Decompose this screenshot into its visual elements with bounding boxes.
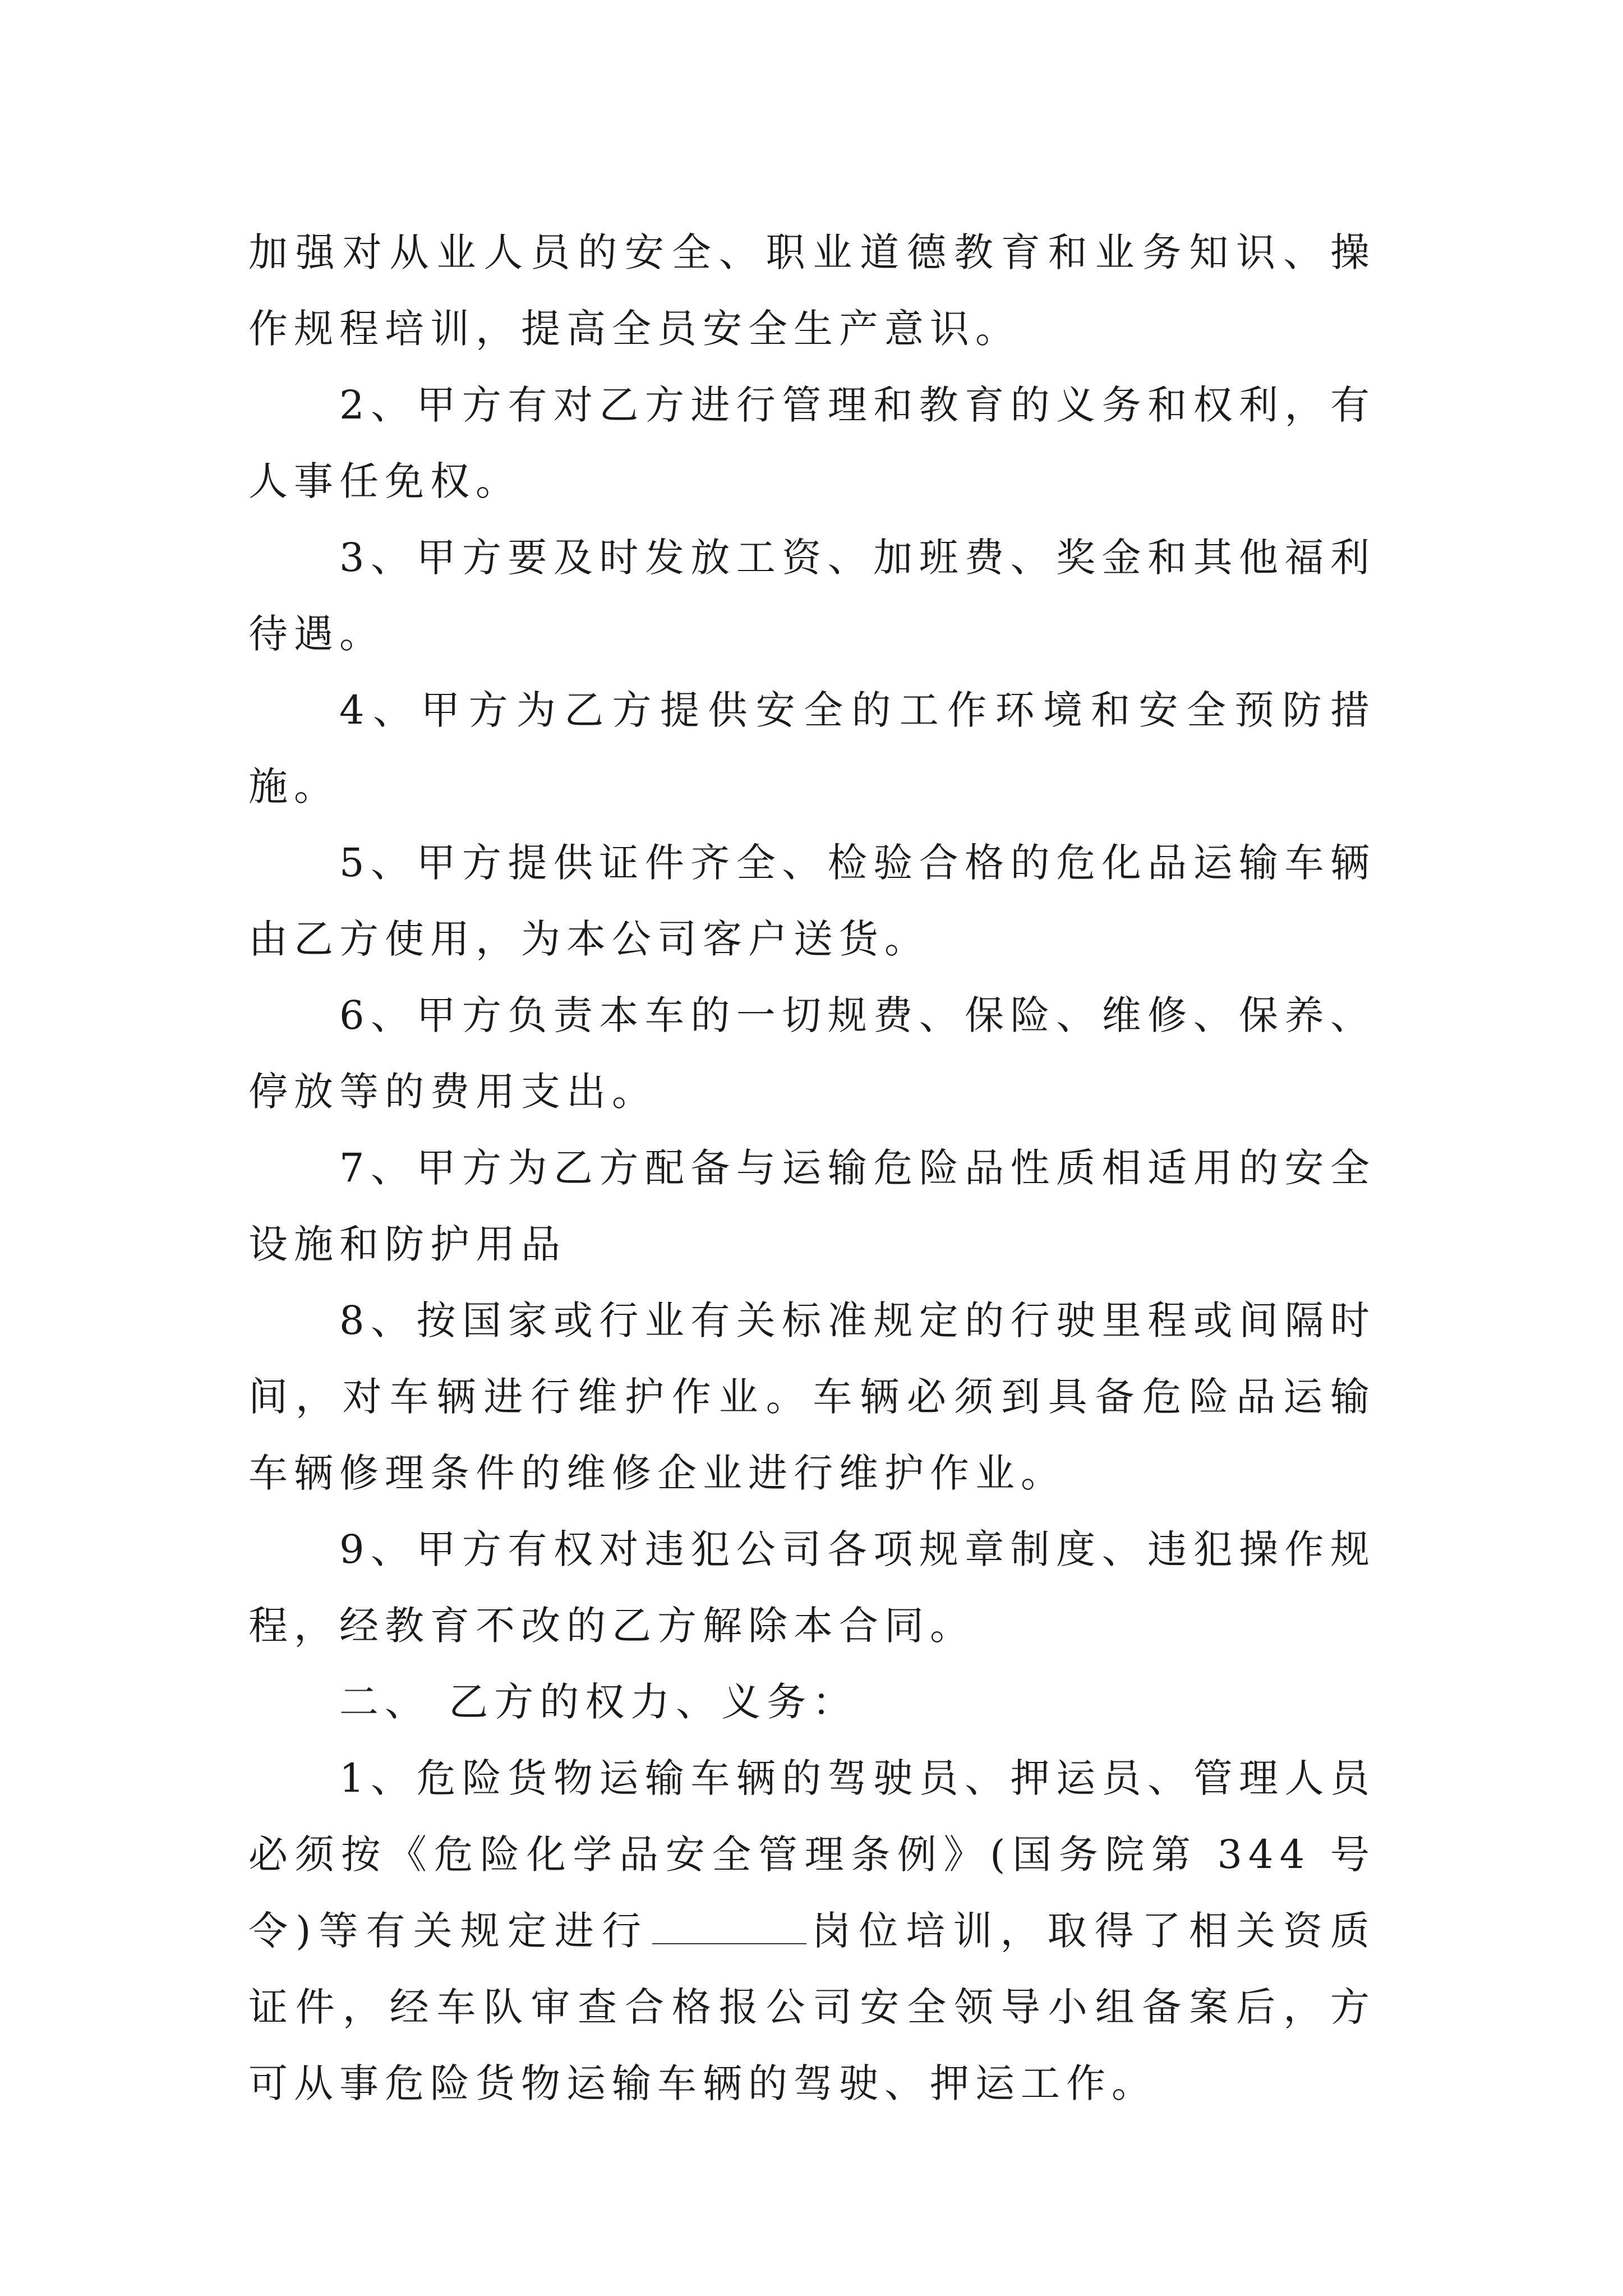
paragraph-item-7: 7、甲方为乙方配备与运输危险品性质相适用的安全设施和防护用品 (248, 1145, 1376, 1267)
paragraph-item-8: 8、按国家或行业有关标准规定的行驶里程或间隔时间，对车辆进行维护作业。车辆必须到具备危险品运输车辆修理条件的维修企业进行维护作业。 (248, 1297, 1376, 1496)
paragraph-item-9: 9、甲方有权对违犯公司各项规章制度、违犯操作规程，经教育不改的乙方解除本合同。 (248, 1526, 1376, 1649)
paragraph-item-5: 5、甲方提供证件齐全、检验合格的危化品运输车辆由乙方使用，为本公司客户送货。 (248, 840, 1376, 962)
paragraph-item-2: 2、甲方有对乙方进行管理和教育的义务和权利，有人事任免权。 (248, 382, 1376, 504)
paragraph-item-3: 3、甲方要及时发放工资、加班费、奖金和其他福利待遇。 (248, 535, 1376, 657)
paragraph-item-4: 4、甲方为乙方提供安全的工作环境和安全预防措施。 (248, 687, 1376, 809)
paragraph-text-before-blank: 1、危险货物运输车辆的驾驶员、押运员、管理人员必须按《危险化学品安全管理条例》(国务院第 344 号令)等有关规定进行 (248, 1755, 1376, 1954)
paragraph-text-after-blank: 岗位培训，取得了相关资质证件，经车队审查合格报公司安全领导小组备案后，方可从事危险货物运输车辆的驾驶、押运工作。 (248, 1908, 1376, 2106)
document-body (248, 214, 1376, 2122)
paragraph-continuation: 加强对从业人员的安全、职业道德教育和业务知识、操作规程培训，提高全员安全生产意识。 (248, 229, 1376, 352)
paragraph-item-6: 6、甲方负责本车的一切规费、保险、维修、保养、停放等的费用支出。 (248, 992, 1376, 1115)
fill-in-blank (652, 1910, 806, 1944)
paragraph-party-b-item-1 (248, 1740, 1376, 2122)
section-heading: 二、 乙方的权力、义务： (339, 1679, 858, 1725)
